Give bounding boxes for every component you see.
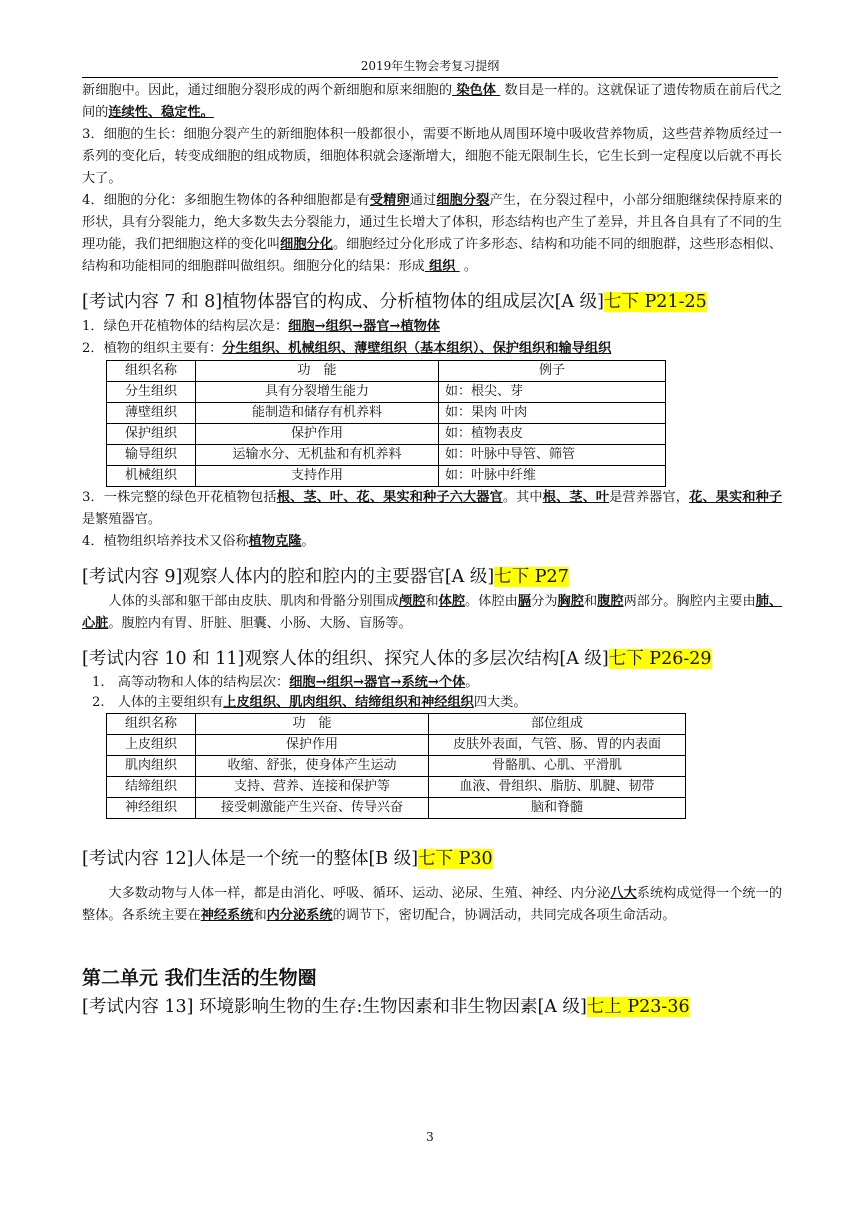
table-cell: 机械组织 [107, 466, 196, 487]
table-cell: 运输水分、无机盐和有机养料 [196, 445, 439, 466]
table-cell: 保护作用 [196, 424, 439, 445]
table-cell: 收缩、舒张，使身体产生运动 [196, 756, 429, 777]
table-cell: 结缔组织 [107, 777, 196, 798]
section-title-10-11: [考试内容 10 和 11]观察人体的组织、探究人体的多层次结构[A 级]七下 P26-29 [82, 649, 712, 669]
table-row [107, 735, 686, 756]
table-cell: 能制造和储存有机养料 [196, 403, 439, 424]
list-item-human-levels: 1. 高等动物和人体的结构层次：细胞→组织→器官→系统→个体。 [92, 675, 479, 690]
table-cell: 肌肉组织 [107, 756, 196, 777]
section-title-12: [考试内容 12]人体是一个统一的整体[B 级]七下 P30 [82, 849, 493, 869]
table-cell: 接受刺激能产生兴奋、传导兴奋 [196, 798, 429, 819]
table-header-cell: 组织名称 [107, 714, 196, 735]
table-row [107, 756, 686, 777]
table-cell: 如：植物表皮 [439, 424, 666, 445]
table-row [107, 798, 686, 819]
table-cell: 皮肤外表面，气管、肠、胃的内表面 [429, 735, 686, 756]
page-ref-highlight: 七上 P23-36 [586, 997, 690, 1017]
unit-title: 第二单元 我们生活的生物圈 [82, 967, 317, 989]
paragraph-cell-differentiation: 4．细胞的分化：多细胞生物体的各种细胞都是有受精卵通过细胞分裂产生，在分裂过程中，小部分细胞继续保持原来的形状，具有分裂能力，绝大多数失去分裂能力，通过生长增大了体积，形态结构也产生了差异，并且各自具有了不同的生理功能，我们把细胞这样的变化叫细胞分化。细胞经过分化形成了许多形态、结构和功能不同的细胞群，这些形态相似、结构和功能相同的细胞群叫做组织。细胞分化的结果：形成 组织 。 [82, 193, 783, 274]
human-tissue-table [106, 713, 686, 819]
section-title-9: [考试内容 9]观察人体内的腔和腔内的主要器官[A 级]七下 P27 [82, 567, 569, 587]
table-cell: 神经组织 [107, 798, 196, 819]
table-header-cell: 组织名称 [107, 361, 196, 382]
table-header-cell: 功 能 [196, 714, 429, 735]
header-rule [82, 77, 778, 78]
table-cell: 如：叶脉中导管、筛管 [439, 445, 666, 466]
page-header: 2019年生物会考复习提纲 [360, 59, 500, 73]
table-cell: 血液、骨组织、脂肪、肌腱、韧带 [429, 777, 686, 798]
page-number: 3 [426, 1130, 434, 1144]
table-row [107, 445, 666, 466]
table-cell: 支持、营养、连接和保护等 [196, 777, 429, 798]
page-ref-highlight: 七下 P30 [418, 849, 493, 869]
table-cell: 薄壁组织 [107, 403, 196, 424]
table-header-cell: 功 能 [196, 361, 439, 382]
table-cell: 输导组织 [107, 445, 196, 466]
list-item-plant-levels: 1．绿色开花植物体的结构层次是：细胞→组织→器官→植物体 [82, 319, 441, 334]
plant-tissue-table [106, 360, 666, 487]
page-content [82, 80, 782, 1021]
table-cell: 如：叶脉中纤维 [439, 466, 666, 487]
list-item-plant-cloning: 4．植物组织培养技术又俗称植物克隆。 [82, 534, 315, 549]
table-row [107, 424, 666, 445]
table-header-row [107, 361, 666, 382]
table-cell: 具有分裂增生能力 [196, 382, 439, 403]
page-ref-highlight: 七下 P21-25 [603, 292, 707, 312]
table-cell: 上皮组织 [107, 735, 196, 756]
paragraph-body-cavities: 人体的头部和躯干部由皮肤、肌肉和骨骼分别围成颅腔和体腔。体腔由膈分为胸腔和腹腔两部分。胸腔内主要由肺、心脏。腹腔内有胃、肝脏、胆囊、小肠、大肠、盲肠等。 [82, 594, 783, 631]
page-ref-highlight: 七下 P27 [494, 567, 569, 587]
paragraph-cell-growth: 3．细胞的生长：细胞分裂产生的新细胞体积一般都很小，需要不断地从周围环境中吸收营养物质，这些营养物质经过一系列的变化后，转变成细胞的组成物质，细胞体积就会逐渐增大，细胞不能无限制生长，它生长到一定程度以后就不再长大了。 [82, 127, 782, 186]
table-cell: 脑和脊髓 [429, 798, 686, 819]
table-cell: 如：果肉 叶肉 [439, 403, 666, 424]
table-header-cell: 例子 [439, 361, 666, 382]
table-cell: 骨骼肌、心肌、平滑肌 [429, 756, 686, 777]
paragraph-cell-division-end: 新细胞中。因此，通过细胞分裂形成的两个新细胞和原来细胞的 染色体 数目是一样的。这就保证了遗传物质在前后代之间的连续性、稳定性。 [82, 83, 783, 120]
page-ref-highlight: 七下 P26-29 [608, 649, 712, 669]
list-item-plant-tissues: 2．植物的组织主要有：分生组织、机械组织、薄壁组织（基本组织）、保护组织和输导组织 [82, 341, 612, 356]
section-title-7-8: [考试内容 7 和 8]植物体器官的构成、分析植物体的组成层次[A 级]七下 P21-25 [82, 292, 707, 312]
table-header-row [107, 714, 686, 735]
list-item-plant-organs: 3．一株完整的绿色开花植物包括根、茎、叶、花、果实和种子六大器官。其中根、茎、叶是营养器官，花、果实和种子是繁殖器官。 [82, 490, 783, 527]
section-title-13: [考试内容 13] 环境影响生物的生存:生物因素和非生物因素[A 级]七上 P23-36 [82, 997, 690, 1017]
table-cell: 分生组织 [107, 382, 196, 403]
table-row [107, 403, 666, 424]
table-cell: 保护作用 [196, 735, 429, 756]
paragraph-unified-body: 大多数动物与人体一样，都是由消化、呼吸、循环、运动、泌尿、生殖、神经、内分泌八大系统构成觉得一个统一的整体。各系统主要在神经系统和内分泌系统的调节下，密切配合，协调活动，共同完成各项生命活动。 [82, 886, 783, 923]
table-cell: 保护组织 [107, 424, 196, 445]
list-item-human-tissues: 2. 人体的主要组织有上皮组织、肌肉组织、结缔组织和神经组织四大类。 [92, 695, 527, 710]
table-row [107, 382, 666, 403]
table-cell: 支持作用 [196, 466, 439, 487]
table-row [107, 466, 666, 487]
table-cell: 如：根尖、芽 [439, 382, 666, 403]
table-header-cell: 部位组成 [429, 714, 686, 735]
table-row [107, 777, 686, 798]
